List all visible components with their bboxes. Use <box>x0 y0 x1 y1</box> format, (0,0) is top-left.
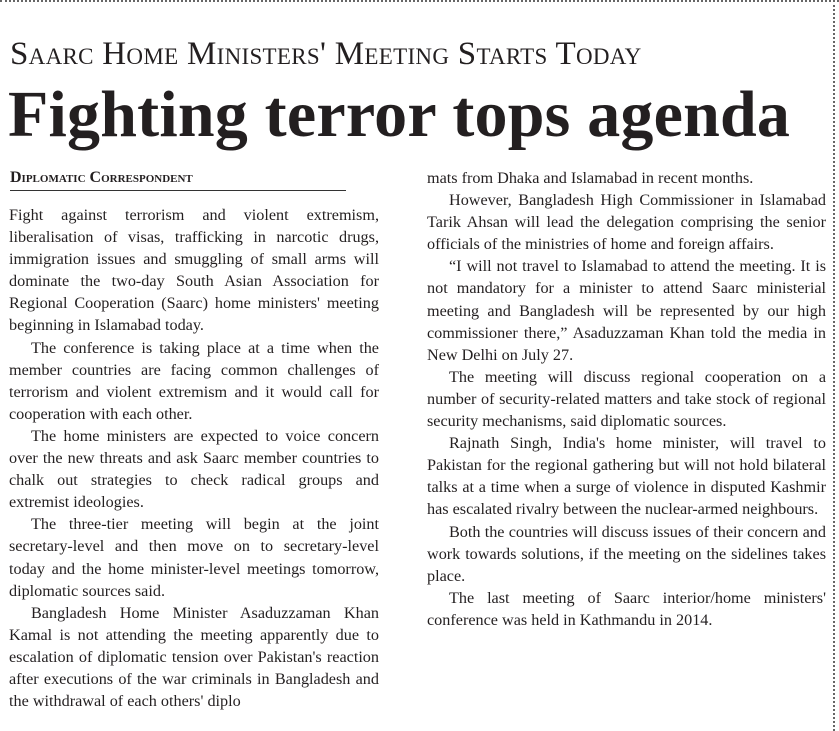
top-dotted-border <box>0 0 839 2</box>
article-kicker: Saarc Home Ministers' Meeting Starts Today <box>10 36 642 72</box>
body-paragraph: Fight against terrorism and violent extremism, liberalisation of visas, trafficking in narcotic drugs, immigration issues and smuggling of small arms will dominate the two-day South Asian Association for Regional Cooperation (Saarc) home ministers' meeting beginning in Islamabad today. <box>9 206 379 335</box>
body-paragraph: The last meeting of Saarc interior/home ministers' conference was held in Kathmandu in 2014. <box>427 588 826 629</box>
right-dotted-border <box>833 0 835 731</box>
body-paragraph: The conference is taking place at a time when the member countries are facing common challenges of terrorism and violent extremism and it would call for cooperation with each other. <box>9 338 379 423</box>
body-paragraph: The three-tier meeting will begin at the joint secretary-level and then move on to secretary-level today and the home minister-level meetings tomorrow, diplomatic sources said. <box>9 515 379 600</box>
body-paragraph: Both the countries will discuss issues of their concern and work towards solutions, if the meeting on the sidelines takes place. <box>427 522 826 585</box>
body-paragraph: However, Bangladesh High Commissioner in Islamabad Tarik Ahsan will lead the delegation comprising the senior officials of the ministries of home and foreign affairs. <box>427 191 826 254</box>
body-paragraph: “I will not travel to Islamabad to attend the meeting. It is not mandatory for a minister to attend Saarc ministerial meeting and Bangladesh will be represented by our high commissioner there,” Asaduzzaman Khan told the media in New Delhi on July 27. <box>427 257 826 364</box>
body-paragraph: mats from Dhaka and Islamabad in recent months. <box>427 169 754 187</box>
body-paragraph: Bangladesh Home Minister Asaduzzaman Khan Kamal is not attending the meeting apparently due to escalation of diplomatic tension over Pakistan's reaction after executions of the war criminals in Bangladesh and the withdrawal of each others' diplo <box>9 603 379 711</box>
body-paragraph: The home ministers are expected to voice concern over the new threats and ask Saarc member countries to chalk out strategies to check radical groups and extremist ideologies. <box>9 426 379 512</box>
article-headline: Fighting terror tops agenda <box>8 78 791 151</box>
byline-rule <box>10 190 346 191</box>
article-byline: Diplomatic Correspondent <box>10 169 193 186</box>
article-column-1 <box>9 204 379 712</box>
body-paragraph: The meeting will discuss regional cooperation on a number of security-related matters and take stock of regional security mechanisms, said diplomatic sources. <box>427 367 826 431</box>
article-column-2 <box>427 167 826 631</box>
body-paragraph: Rajnath Singh, India's home minister, will travel to Pakistan for the regional gathering but will not hold bilateral talks at a time when a surge of violence in disputed Kashmir has escalated rivalry between the nuclear-armed neighbours. <box>427 434 826 519</box>
